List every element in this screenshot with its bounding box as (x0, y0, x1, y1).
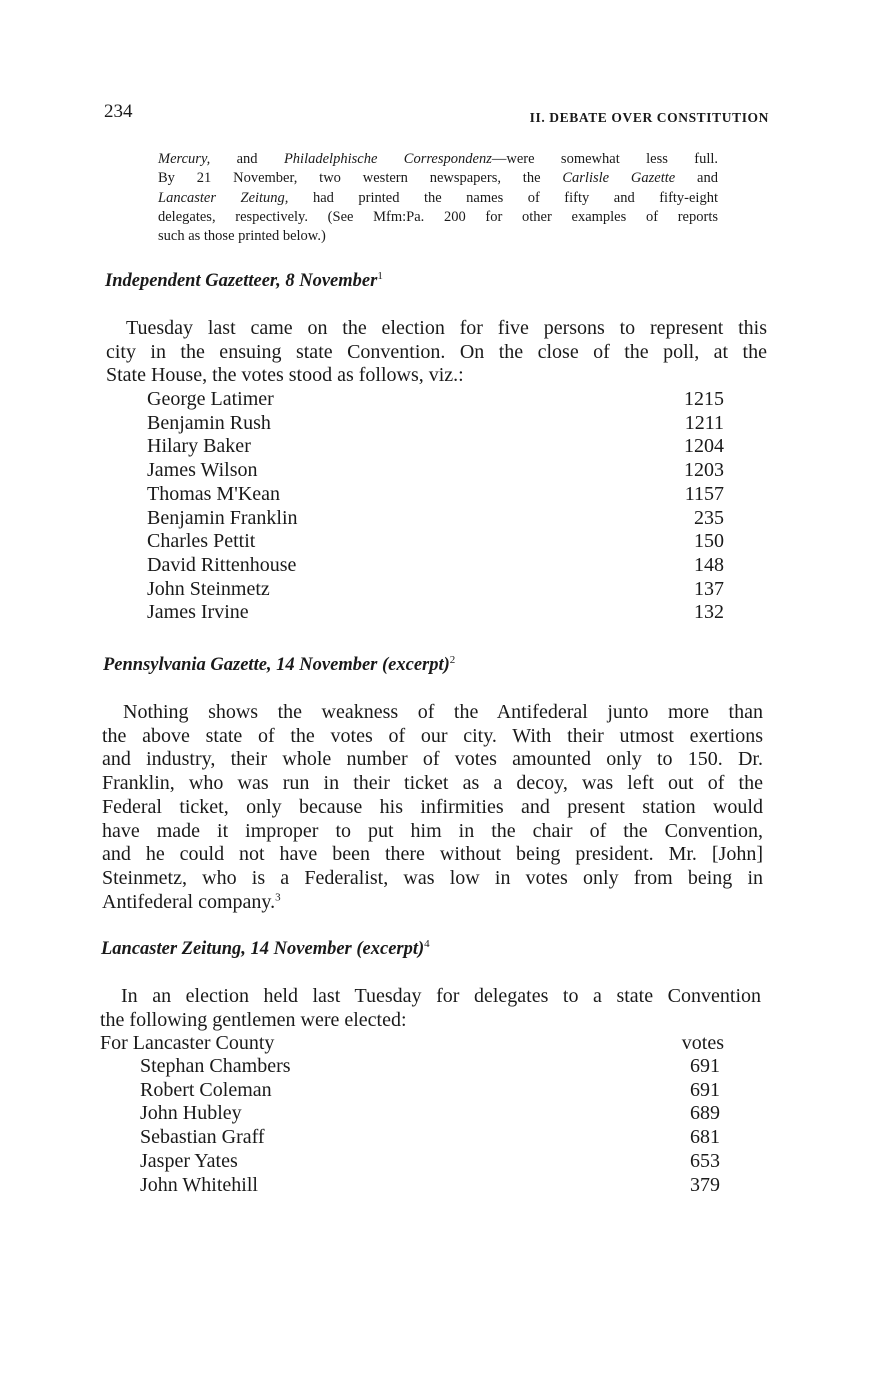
vote-row: Benjamin Franklin 235 (147, 506, 724, 529)
paragraph-line: the following gentlemen were elected: (100, 1008, 407, 1031)
intro-line: such as those printed below.) (158, 228, 326, 245)
paragraph-line: Tuesday last came on the election for five persons to represent this (126, 317, 767, 339)
intro-paragraph (158, 150, 718, 246)
vote-row: Charles Pettit 150 (147, 530, 724, 553)
paragraph-line: and industry, their whole number of votes amounted only to 150. Dr. (102, 748, 763, 771)
paragraph-line: Franklin, who was run in their ticket as a decoy, was left out of the (102, 772, 763, 795)
paragraph-line: and he could not have been there without being president. Mr. [John] (102, 843, 763, 866)
paragraph-line: Steinmetz, who is a Federalist, was low in votes only from being in (102, 866, 763, 889)
vote-row: James Wilson 1203 (147, 459, 724, 482)
paragraph-line: In an election held last Tuesday for delegates to a state Convention (121, 985, 761, 1007)
section2-paragraph (102, 701, 763, 914)
vote-row: John Hubley 689 (140, 1102, 720, 1125)
page-number: 234 (104, 101, 133, 122)
paragraph-line: Nothing shows the weakness of the Antifederal junto more than (123, 701, 763, 723)
vote-row: George Latimer 1215 (147, 388, 724, 410)
intro-line: delegates, respectively. (See Mfm:Pa. 200 for other examples of reports (158, 208, 718, 225)
vote-row: Thomas M'Kean 1157 (147, 482, 724, 505)
paragraph-line: Antifederal company.$^3$ (102, 890, 281, 913)
section-heading: Independent Gazetteer, 8 November$^1$ (105, 270, 383, 292)
vote-row: John Whitehill 379 (140, 1173, 720, 1196)
intro-line: By 21 November, two western newspapers, the Carlisle Gazette and (158, 170, 718, 187)
vote-row: Sebastian Graff 681 (140, 1126, 720, 1149)
vote-row: Hilary Baker 1204 (147, 435, 724, 458)
vote-row: John Steinmetz 137 (147, 577, 724, 600)
lancaster-vote-table (140, 1055, 720, 1197)
vote-row: Stephan Chambers 691 (140, 1055, 720, 1077)
vote-row: Jasper Yates 653 (140, 1149, 720, 1172)
section3-paragraph (100, 985, 761, 1032)
paragraph-line: Federal ticket, only because his infirmities and present station would (102, 795, 763, 818)
vote-row: David Rittenhouse 148 (147, 553, 724, 576)
paragraph-line: have made it improper to put him in the chair of the Convention, (102, 819, 763, 842)
vote-row: Robert Coleman 691 (140, 1078, 720, 1101)
intro-line: Lancaster Zeitung, had printed the names of fifty and fifty-eight (158, 189, 718, 206)
paragraph-line: State House, the votes stood as follows, viz.: (106, 364, 464, 387)
vote-row: Benjamin Rush 1211 (147, 411, 724, 434)
paragraph-line: city in the ensuing state Convention. On the close of the poll, at the (106, 340, 767, 363)
section1-paragraph (106, 317, 767, 388)
running-title: II. DEBATE OVER CONSTITUTION (529, 110, 769, 125)
section-heading: Pennsylvania Gazette, 14 November (excerpt)$^2$ (103, 654, 456, 676)
vote-row: James Irvine 132 (147, 601, 724, 624)
paragraph-line: the above state of the votes of our city. With their utmost exertions (102, 724, 763, 747)
section-heading: Lancaster Zeitung, 14 November (excerpt)$^4$ (101, 938, 430, 960)
vote-table (147, 388, 724, 625)
county-header-row: For Lancaster County votes (100, 1032, 724, 1054)
intro-line: Mercury, and Philadelphische Correspondenz—were somewhat less full. (158, 151, 719, 167)
